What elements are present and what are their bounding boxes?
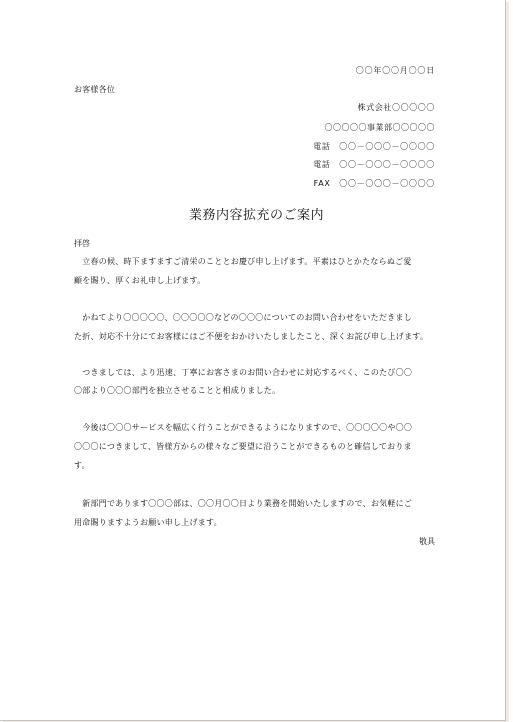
sender-phone-1: 電話 〇〇－〇〇〇－〇〇〇〇 [313, 142, 435, 151]
body-paragraph-4-line-2: 〇〇〇につきまして、皆様方からの様々なご要望に沿うことができるものと確信しておりま [74, 442, 412, 451]
body-paragraph-2-line-1: かねてより〇〇〇〇〇、〇〇〇〇〇などの〇〇〇についてのお問い合わせをいただきまし [74, 313, 412, 322]
body-paragraph-5-line-1: 新部門であります〇〇〇部は、〇〇月〇〇日より業務を開始いたしますので、お気軽にご [74, 499, 413, 508]
body-paragraph-2-line-2: た折、対応不十分にてお客様にはご不便をおかけいたしましたこと、深くお詫び申し上げます。 [74, 332, 429, 341]
body-paragraph-3-line-2: 〇部より〇〇〇部門を独立させることと相成りました。 [74, 386, 281, 395]
body-paragraph-1-line-2: 顧を賜り、厚くお礼申し上げます。 [74, 276, 206, 285]
body-paragraph-1-line-1: 立春の候、時下ますますご清栄のこととお慶び申し上げます。平素はひとかたならぬご愛 [74, 257, 412, 266]
closing: 敬具 [419, 537, 435, 546]
body-paragraph-3-line-1: つきましては、より迅速、丁寧にお客さまのお問い合わせに対応するべく、このたび〇〇 [74, 368, 413, 377]
sender-phone-2: 電話 〇〇－〇〇〇－〇〇〇〇 [313, 160, 435, 169]
salutation: 拝啓 [74, 239, 90, 248]
letter-date: 〇〇年〇〇月〇〇日 [355, 66, 435, 75]
addressee: お客様各位 [74, 85, 115, 94]
body-paragraph-4-line-3: す。 [74, 461, 90, 470]
body-paragraph-5-line-2: 用命賜りますようお願い申し上げます。 [74, 518, 222, 527]
document-title: 業務内容拡充のご案内 [188, 208, 324, 223]
sender-department: 〇〇〇〇〇事業部〇〇〇〇〇 [324, 123, 435, 132]
body-paragraph-4-line-1: 今後は〇〇〇サービスを幅広く行うことができるようになりますので、〇〇〇〇〇や〇〇 [74, 423, 413, 432]
sender-fax: FAX 〇〇－〇〇〇－〇〇〇〇 [313, 179, 435, 188]
sender-company: 株式会社〇〇〇〇〇 [357, 103, 435, 112]
